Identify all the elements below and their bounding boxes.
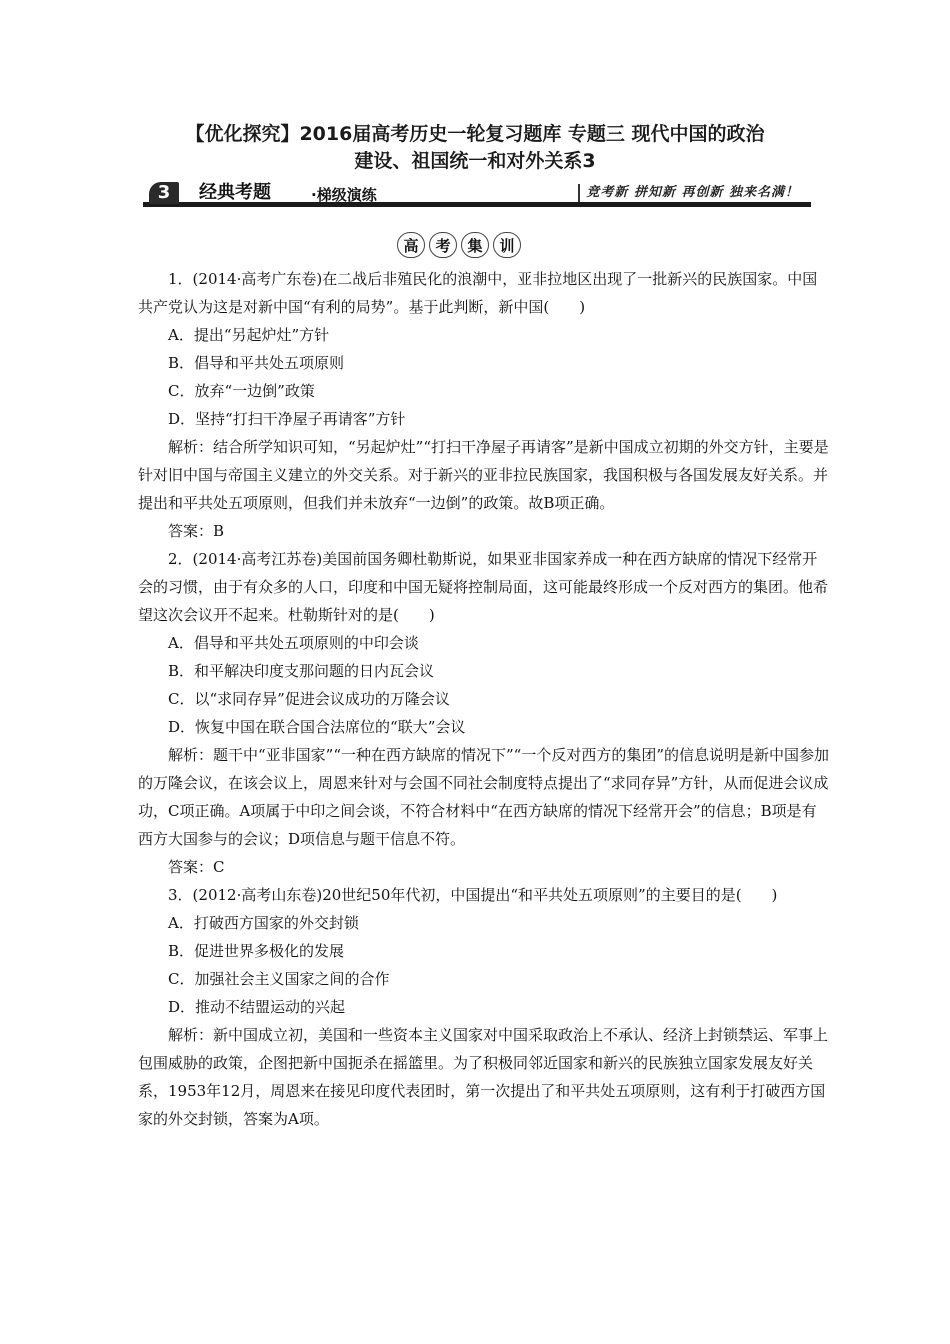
question-3-option-d: D．推动不结盟运动的兴起 (168, 998, 346, 1016)
question-1-option-c: C．放弃“一边倒”政策 (168, 382, 315, 400)
question-3-option-b: B．促进世界多极化的发展 (168, 942, 345, 960)
question-3-option-a: A．打破西方国家的外交封锁 (168, 914, 359, 932)
question-list (138, 265, 830, 1133)
question-2-stem: 2．(2014·高考江苏卷)美国前国务卿杜勒斯说，如果亚非国家养成一种在西方缺席的情况下经常开会的习惯，由于有众多的人口，印度和中国无疑将控制局面，这可能最终形成一个反对西方的集团。他希望这次会议开不起来。杜勒斯针对的是( ) (138, 550, 829, 624)
question-2-analysis: 解析：题干中“亚非国家”“一种在西方缺席的情况下”“一个反对西方的集团”的信息说明是新中国参加的万隆会议，在该会议上，周恩来针对与会国不同社会制度特点提出了“求同存异”方针，从而促进会议成功，C项正确。A项属于中印之间会谈，不符合材料中“在西方缺席的情况下经常开会”的信息；B项是有西方大国参与的会议；D项信息与题干信息不符。 (138, 746, 830, 848)
section-char: 集 (461, 232, 489, 258)
question-1-stem: 1．(2014·高考广东卷)在二战后非殖民化的浪潮中，亚非拉地区出现了一批新兴的民族国家。中国共产党认为这是对新中国“有利的局势”。基于此判断，新中国( ) (138, 270, 818, 316)
question-2-option-b: B．和平解决印度支那问题的日内瓦会议 (168, 662, 435, 680)
question-2-option-c: C．以“求同存异”促进会议成功的万隆会议 (168, 690, 450, 708)
question-1-option-d: D．坚持“打扫干净屋子再请客”方针 (168, 410, 406, 428)
section-char: 考 (429, 232, 457, 258)
question-3-stem: 3．(2012·高考山东卷)20世纪50年代初，中国提出“和平共处五项原则”的主要目的是( ) (168, 886, 778, 904)
question-1-analysis: 解析：结合所学知识可知，“另起炉灶”“打扫干净屋子再请客”是新中国成立初期的外交方针，主要是针对旧中国与帝国主义建立的外交关系。对于新兴的亚非拉民族国家，我国积极与各国发展友好关系。并提出和平共处五项原则，但我们并未放弃“一边倒”的政策。故B项正确。 (138, 438, 829, 512)
title-line-2: 建设、祖国统一和对外关系3 (354, 150, 596, 172)
question-2-option-a: A．倡导和平共处五项原则的中印会谈 (168, 634, 419, 652)
question-1-option-a: A．提出“另起炉灶”方针 (168, 326, 330, 344)
section-char: 训 (493, 232, 521, 258)
document-title (90, 121, 860, 175)
section-heading (397, 232, 521, 258)
banner-sub-label: ·梯级演练 (311, 186, 377, 204)
banner-slogan: 竞考新 拼知新 再创新 独来名满！ (578, 184, 805, 202)
title-line-1: 【优化探究】2016届高考历史一轮复习题库 专题三 现代中国的政治 (185, 123, 765, 145)
question-1-answer: 答案：B (168, 522, 225, 540)
section-banner (143, 182, 811, 210)
question-3-analysis: 解析：新中国成立初，美国和一些资本主义国家对中国采取政治上不承认、经济上封锁禁运、军事上包围威胁的政策，企图把新中国扼杀在摇篮里。为了积极同邻近国家和新兴的民族独立国家发展友好关系，1953年12月，周恩来在接见印度代表团时，第一次提出了和平共处五项原则，这有利于打破西方国家的外交封锁，答案为A项。 (138, 1026, 829, 1128)
question-2-answer: 答案：C (168, 858, 225, 876)
question-3-option-c: C．加强社会主义国家之间的合作 (168, 970, 390, 988)
section-char: 高 (397, 232, 425, 258)
question-1-option-b: B．倡导和平共处五项原则 (168, 354, 345, 372)
banner-number: 3 (149, 182, 179, 204)
question-2-option-d: D．恢复中国在联合国合法席位的“联大”会议 (168, 718, 466, 736)
banner-main-label: 经典考题 (199, 182, 271, 203)
